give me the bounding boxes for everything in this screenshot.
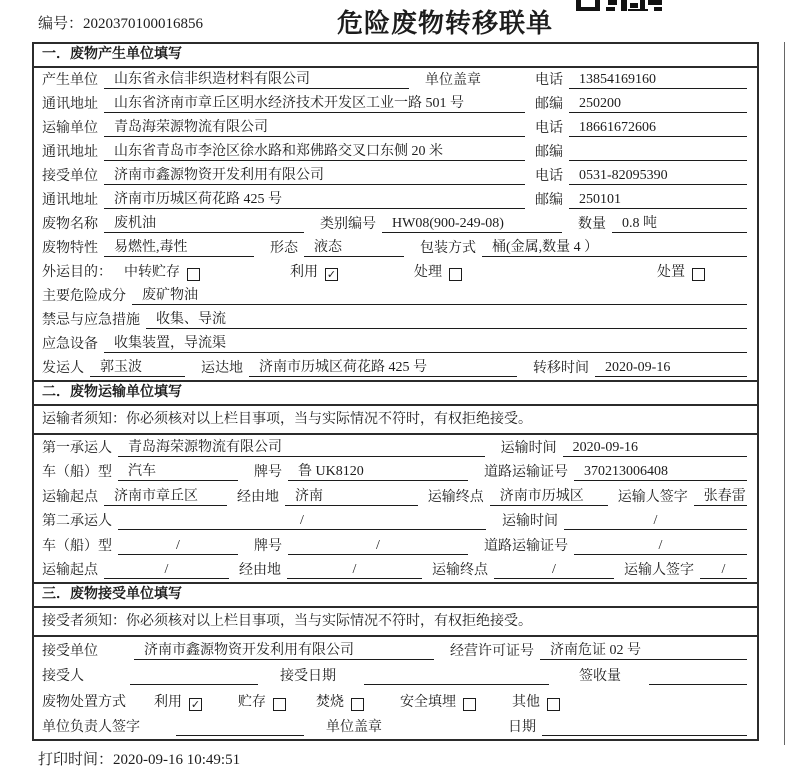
field-label: 经由地 xyxy=(236,489,279,505)
option-transit-storage xyxy=(124,261,200,281)
route-via-value: 济南 xyxy=(285,485,418,506)
row-hazard-component xyxy=(34,284,757,308)
field-label: 电话 xyxy=(535,169,563,184)
row-producer xyxy=(34,68,757,92)
field-label: 运输终点 xyxy=(432,563,488,578)
carrier-signature-value: 张春雷 xyxy=(694,485,747,506)
checkbox-icon xyxy=(463,698,476,711)
unit-seal-label: 单位盖章 xyxy=(326,720,382,735)
received-amount-value xyxy=(649,668,747,685)
transporter-address-value: 山东省青岛市李沧区徐水路和郑佛路交叉口东侧 20 米 xyxy=(104,140,525,161)
transfer-date-value: 2020-09-16 xyxy=(595,360,747,377)
receive-unit-value: 济南市鑫源物资开发利用有限公司 xyxy=(134,639,434,660)
transporter-notice: 运输者须知：你必须核对以上栏目事项，当与实际情况不符时，有权拒绝接受。 xyxy=(34,406,757,435)
route-origin-2-value: / xyxy=(104,562,229,579)
field-label: 运输起点 xyxy=(42,563,98,578)
row-disposal-method xyxy=(34,688,757,714)
option-utilize xyxy=(290,261,338,281)
waste-property-value: 易燃性,毒性 xyxy=(104,236,254,257)
checkbox-icon xyxy=(351,698,364,711)
route-via-2-value: / xyxy=(287,562,422,579)
hazard-component-value: 废矿物油 xyxy=(132,284,747,305)
receiver-unit-value: 济南市鑫源物资开发利用有限公司 xyxy=(104,164,525,185)
receiver-person-value xyxy=(130,668,258,685)
route-end-value: 济南市历城区 xyxy=(490,485,608,506)
row-receiver xyxy=(34,164,757,188)
waste-category-value: HW08(900-249-08) xyxy=(382,216,562,233)
row-emergency-equipment xyxy=(34,332,757,356)
route-origin-value: 济南市章丘区 xyxy=(104,485,227,506)
option-label: 利用 xyxy=(154,694,182,710)
row-second-carrier xyxy=(34,509,757,534)
transport-date-2-value: / xyxy=(564,513,747,530)
field-label: 通讯地址 xyxy=(42,97,98,112)
field-label: 经营许可证号 xyxy=(450,643,534,659)
receiver-notice: 接受者须知：你必须核对以上栏目事项，当与实际情况不符时，有权拒绝接受。 xyxy=(34,608,757,637)
serial-label: 编号： xyxy=(38,16,84,32)
transporter-phone-value: 18661672606 xyxy=(569,120,747,137)
option-label: 贮存 xyxy=(238,694,266,710)
field-label: 包装方式 xyxy=(420,241,476,256)
field-label: 运达地 xyxy=(201,361,243,376)
option-utilize xyxy=(154,691,202,711)
row-responsible-sign xyxy=(34,714,757,740)
waste-quantity-value: 0.8 吨 xyxy=(612,212,747,233)
field-label: 运输人签字 xyxy=(617,489,688,505)
plate-number-value: 鲁 UK8120 xyxy=(288,460,468,481)
producer-phone-value: 13854169160 xyxy=(569,72,747,89)
field-label: 道路运输证号 xyxy=(484,465,568,480)
field-label: 废物特性 xyxy=(42,241,98,256)
destination-value: 济南市历城区荷花路 425 号 xyxy=(249,356,517,377)
field-label: 运输人签字 xyxy=(624,563,694,578)
field-label: 发运人 xyxy=(42,361,84,376)
row-contraindication xyxy=(34,308,757,332)
option-store xyxy=(238,691,286,711)
contraindication-value: 收集、导流 xyxy=(146,308,747,329)
option-label: 安全填埋 xyxy=(400,694,456,710)
option-label: 焚烧 xyxy=(316,694,344,710)
field-label: 产生单位 xyxy=(42,73,98,88)
serial-number xyxy=(38,12,203,33)
field-label: 邮编 xyxy=(535,145,563,160)
field-label: 通讯地址 xyxy=(42,193,98,208)
receiver-postcode-value: 250101 xyxy=(569,192,747,209)
field-label: 应急设备 xyxy=(42,337,98,352)
vehicle-type-2-value: / xyxy=(118,538,238,555)
seal-date-value xyxy=(542,719,747,736)
field-label: 牌号 xyxy=(254,538,282,554)
field-label: 运输时间 xyxy=(502,514,558,529)
field-label: 电话 xyxy=(535,73,563,88)
emergency-equipment-value: 收集装置，导流渠 xyxy=(104,332,747,353)
field-label: 主要危险成分 xyxy=(42,289,126,304)
packaging-value: 桶(金属,数量 4 ） xyxy=(482,236,747,257)
waste-name-value: 废机油 xyxy=(104,212,304,233)
transfer-form xyxy=(32,42,759,741)
field-label: 形态 xyxy=(270,241,298,256)
print-time-value: 2020-09-16 10:49:51 xyxy=(113,752,241,768)
unit-seal-label: 单位盖章 xyxy=(425,73,481,88)
road-permit-value: 370213006408 xyxy=(574,464,747,481)
field-label: 邮编 xyxy=(535,193,563,208)
field-label: 车（船）型 xyxy=(42,538,112,554)
option-label: 处理 xyxy=(414,265,442,280)
transporter-unit-value: 青岛海荣源物流有限公司 xyxy=(104,116,525,137)
document-header xyxy=(0,0,796,42)
producer-address-value: 山东省济南市章丘区明水经济技术开发区工业一路 501 号 xyxy=(104,92,525,113)
row-waste-name xyxy=(34,212,757,236)
field-label: 电话 xyxy=(535,121,563,136)
row-waste-property xyxy=(34,236,757,260)
vehicle-type-value: 汽车 xyxy=(118,460,238,481)
field-label: 通讯地址 xyxy=(42,145,98,160)
field-label: 运输起点 xyxy=(42,489,98,505)
row-transporter xyxy=(34,116,757,140)
option-label: 处置 xyxy=(657,265,685,280)
row-consignor xyxy=(34,356,757,380)
checkbox-checked-icon: ✓ xyxy=(190,697,201,711)
sheet-edge-line xyxy=(784,42,785,745)
field-label: 签收量 xyxy=(579,669,621,684)
row-route-2 xyxy=(34,558,757,583)
row-route-1 xyxy=(34,484,757,509)
field-label: 日期 xyxy=(508,720,536,735)
field-label: 接受人 xyxy=(42,669,84,684)
field-label: 邮编 xyxy=(535,97,563,112)
checkbox-icon xyxy=(449,268,462,281)
field-label: 废物处置方式 xyxy=(42,694,126,710)
field-label: 道路运输证号 xyxy=(484,538,568,554)
field-label: 运输终点 xyxy=(427,489,484,505)
section-receiver xyxy=(34,582,757,739)
receiver-phone-value: 0531-82095390 xyxy=(569,168,747,185)
qr-code-icon xyxy=(576,0,664,12)
row-first-carrier xyxy=(34,435,757,460)
print-time xyxy=(38,748,240,768)
field-label: 外运目的： xyxy=(42,265,112,280)
field-label: 车（船）型 xyxy=(42,465,112,480)
field-label: 接受日期 xyxy=(280,669,336,684)
field-label: 第二承运人 xyxy=(42,514,112,529)
field-label: 接受单位 xyxy=(42,643,98,659)
section-1-title: 一．废物产生单位填写 xyxy=(34,44,757,68)
section-transporter xyxy=(34,380,757,582)
field-label: 类别编号 xyxy=(320,217,376,232)
producer-unit-value: 山东省永信非织造材料有限公司 xyxy=(104,68,409,89)
row-producer-address xyxy=(34,92,757,116)
field-label: 运输时间 xyxy=(500,440,557,456)
option-incinerate xyxy=(316,691,364,711)
consignor-value: 郭玉波 xyxy=(90,356,185,377)
checkbox-icon xyxy=(692,268,705,281)
row-receiver-address xyxy=(34,188,757,212)
first-carrier-value: 青岛海荣源物流有限公司 xyxy=(118,436,485,457)
license-number-value: 济南危证 02 号 xyxy=(540,639,747,660)
row-receive-unit xyxy=(34,637,757,663)
row-transporter-address xyxy=(34,140,757,164)
field-label: 转移时间 xyxy=(533,361,589,376)
checkbox-icon xyxy=(273,698,286,711)
checkbox-checked-icon: ✓ xyxy=(326,268,337,281)
carrier-signature-2-value: / xyxy=(700,562,747,579)
responsible-signature-value xyxy=(176,719,304,736)
waste-form-value: 液态 xyxy=(304,236,404,257)
option-landfill xyxy=(400,691,476,711)
row-vehicle-2 xyxy=(34,533,757,558)
receiver-address-value: 济南市历城区荷花路 425 号 xyxy=(104,188,525,209)
field-label: 禁忌与应急措施 xyxy=(42,313,140,328)
field-label: 废物名称 xyxy=(42,217,98,232)
row-transfer-purpose xyxy=(34,260,757,284)
section-producer xyxy=(34,44,757,380)
transporter-postcode-value xyxy=(569,144,747,161)
checkbox-icon xyxy=(547,698,560,711)
transport-date-value: 2020-09-16 xyxy=(563,440,747,457)
field-label: 接受单位 xyxy=(42,169,98,184)
receive-date-value xyxy=(364,668,549,685)
field-label: 第一承运人 xyxy=(42,440,112,456)
route-end-2-value: / xyxy=(494,562,614,579)
option-label: 其他 xyxy=(512,694,540,710)
option-label: 中转贮存 xyxy=(124,265,180,280)
field-label: 经由地 xyxy=(239,563,281,578)
option-other xyxy=(512,691,560,711)
checkbox-icon xyxy=(187,268,200,281)
field-label: 数量 xyxy=(578,217,606,232)
option-treat xyxy=(414,261,462,281)
row-receiver-person xyxy=(34,663,757,689)
row-vehicle-1 xyxy=(34,460,757,485)
print-time-label: 打印时间： xyxy=(38,752,114,768)
option-dispose xyxy=(657,261,705,281)
field-label: 单位负责人签字 xyxy=(42,720,140,735)
serial-value: 2020370100016856 xyxy=(83,16,204,32)
plate-number-2-value: / xyxy=(288,538,468,555)
field-label: 运输单位 xyxy=(42,121,98,136)
field-label: 牌号 xyxy=(254,465,282,480)
second-carrier-value: / xyxy=(118,513,486,530)
option-label: 利用 xyxy=(290,265,318,280)
page-title: 危险废物转移联单 xyxy=(336,9,553,38)
producer-postcode-value: 250200 xyxy=(569,96,747,113)
section-2-title: 二．废物运输单位填写 xyxy=(34,382,757,406)
road-permit-2-value: / xyxy=(574,538,747,555)
section-3-title: 三．废物接受单位填写 xyxy=(34,584,757,608)
